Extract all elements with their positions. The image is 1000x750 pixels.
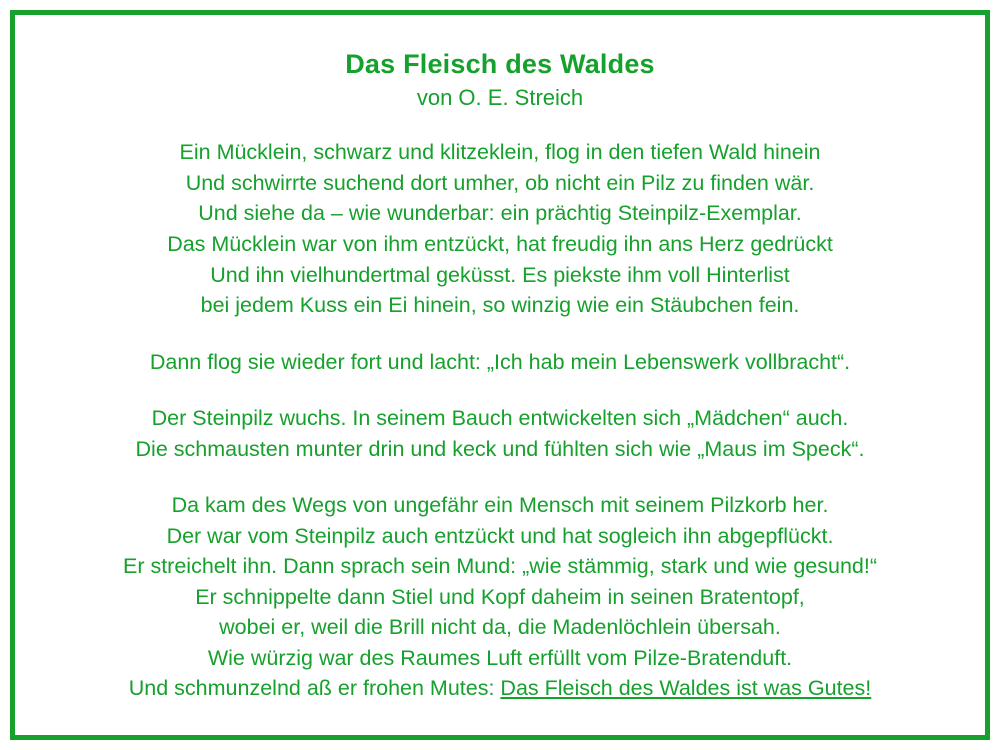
poem-line-plain-part: Und schmunzelnd aß er frohen Mutes: <box>128 676 501 701</box>
stanza-4 <box>35 490 965 704</box>
poem-body <box>35 137 965 703</box>
stanza-1 <box>35 137 965 320</box>
poem-line: Er streichelt ihn. Dann sprach sein Mund: „wie stämmig, stark und wie gesund!“ <box>122 554 878 579</box>
poem-line: Der war vom Steinpilz auch entzückt und hat sogleich ihn abgepflückt. <box>166 523 834 548</box>
poem-line: Die schmausten munter drin und keck und fühlten sich wie „Maus im Speck“. <box>135 436 865 461</box>
poem-line-final <box>35 673 965 704</box>
poem-line: Er schnippelte dann Stiel und Kopf daheim in seinen Bratentopf, <box>195 584 805 609</box>
poem-line: Ein Mücklein, schwarz und klitzeklein, flog in den tiefen Wald hinein <box>179 140 821 165</box>
poem-line: wobei er, weil die Brill nicht da, die Madenlöchlein übersah. <box>219 615 781 640</box>
stanza-3 <box>35 403 965 464</box>
poem-line: bei jedem Kuss ein Ei hinein, so winzig wie ein Stäubchen fein. <box>200 293 800 318</box>
poem-line: Und ihn vielhundertmal geküsst. Es piekste ihm voll Hinterlist <box>210 262 790 287</box>
poem-line: Und siehe da – wie wunderbar: ein prächtig Steinpilz-Exemplar. <box>198 201 802 226</box>
poem-line-underlined-part: Das Fleisch des Waldes ist was Gutes! <box>500 676 872 701</box>
author-line: von O. E. Streich <box>416 85 584 111</box>
poem-line: Da kam des Wegs von ungefähr ein Mensch mit seinem Pilzkorb her. <box>171 493 829 518</box>
poem-line: Dann flog sie wieder fort und lacht: „Ich hab mein Lebenswerk vollbracht“. <box>149 349 851 374</box>
poem-line: Und schwirrte suchend dort umher, ob nicht ein Pilz zu finden wär. <box>185 170 815 195</box>
stanza-2 <box>35 347 965 378</box>
poem-line: Wie würzig war des Raumes Luft erfüllt vom Pilze-Bratenduft. <box>207 645 793 670</box>
poem-frame <box>10 10 990 740</box>
poem-line: Der Steinpilz wuchs. In seinem Bauch entwickelten sich „Mädchen“ auch. <box>151 406 849 431</box>
poem-line: Das Mücklein war von ihm entzückt, hat freudig ihn ans Herz gedrückt <box>167 231 833 256</box>
page-title: Das Fleisch des Waldes <box>345 49 655 79</box>
